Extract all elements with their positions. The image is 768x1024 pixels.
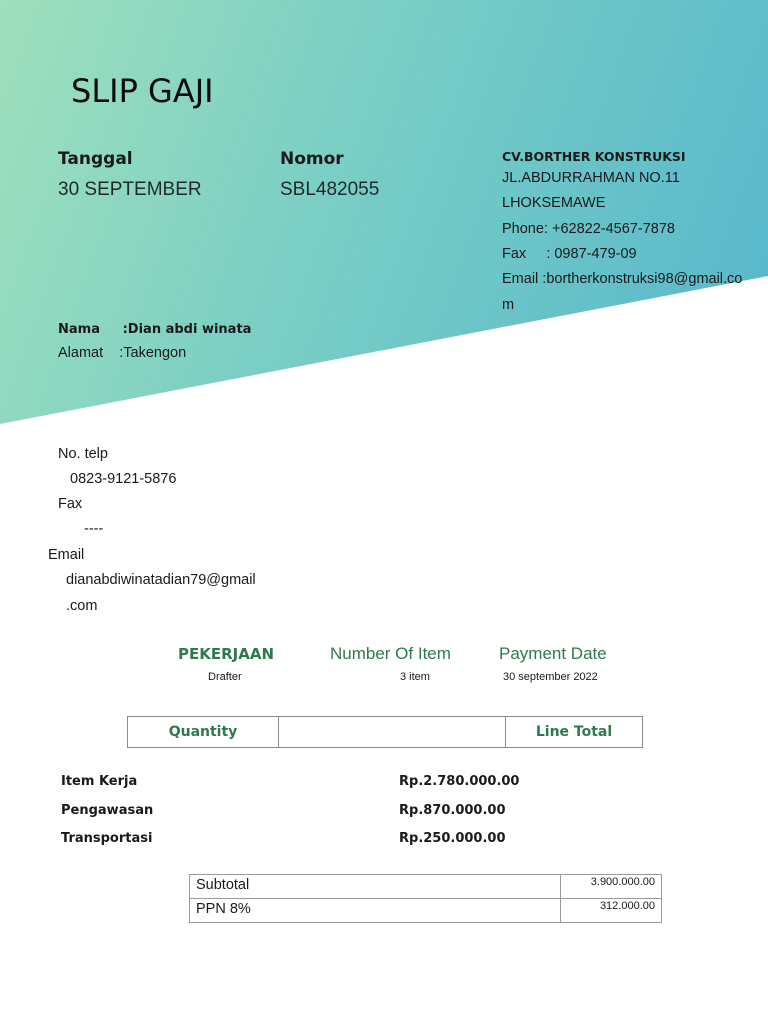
number-of-item-value: 3 item bbox=[400, 671, 430, 683]
column-divider bbox=[560, 875, 561, 898]
quantity-header: Quantity bbox=[128, 717, 279, 747]
tanggal-label: Tanggal bbox=[58, 149, 133, 169]
totals-table bbox=[189, 874, 662, 923]
company-phone: Phone: +62822-4567-7878 bbox=[502, 221, 675, 237]
middle-header bbox=[279, 717, 506, 747]
employee-name: Nama :Dian abdi winata bbox=[58, 322, 252, 337]
column-divider bbox=[560, 899, 561, 923]
tanggal-value: 30 SEPTEMBER bbox=[58, 179, 202, 200]
fax-value: ---- bbox=[84, 521, 104, 537]
email-value: dianabdiwinatadian79@gmail bbox=[66, 572, 256, 588]
company-email-cont: m bbox=[502, 297, 515, 313]
email-label: Email bbox=[48, 547, 85, 563]
telp-label: No. telp bbox=[58, 446, 108, 462]
subtotal-value: 3.900.000.00 bbox=[590, 876, 655, 888]
company-fax: Fax : 0987-479-09 bbox=[502, 246, 637, 262]
page-title: SLIP GAJI bbox=[71, 72, 214, 110]
subtotal-label: Subtotal bbox=[196, 877, 250, 893]
line-item-name: Pengawasan bbox=[61, 803, 154, 818]
ppn-label: PPN 8% bbox=[196, 901, 251, 917]
payment-date-value: 30 september 2022 bbox=[503, 671, 598, 683]
ppn-row bbox=[190, 899, 661, 923]
number-of-item-label: Number Of Item bbox=[330, 644, 451, 663]
payment-date-label: Payment Date bbox=[499, 644, 607, 663]
company-email: Email :bortherkonstruksi98@gmail.co bbox=[502, 271, 743, 287]
nomor-label: Nomor bbox=[280, 149, 344, 169]
pekerjaan-label: PEKERJAAN bbox=[178, 645, 275, 663]
fax-label: Fax bbox=[58, 496, 83, 512]
company-address-2: LHOKSEMAWE bbox=[502, 195, 606, 211]
line-item-amount: Rp.2.780.000.00 bbox=[399, 774, 520, 789]
subtotal-row bbox=[190, 875, 661, 899]
company-address-1: JL.ABDURRAHMAN NO.11 bbox=[502, 170, 680, 186]
email-value-cont: .com bbox=[66, 598, 98, 614]
header-background bbox=[0, 0, 768, 430]
ppn-value: 312.000.00 bbox=[599, 900, 655, 912]
line-items-header bbox=[127, 716, 643, 748]
company-name: CV.BORTHER KONSTRUKSI bbox=[502, 149, 686, 164]
line-item-name: Item Kerja bbox=[61, 774, 138, 789]
line-total-header: Line Total bbox=[535, 724, 613, 740]
employee-address: Alamat :Takengon bbox=[58, 345, 187, 361]
line-item-name: Transportasi bbox=[61, 831, 153, 846]
telp-value: 0823-9121-5876 bbox=[70, 471, 177, 487]
line-item-amount: Rp.250.000.00 bbox=[399, 831, 506, 846]
line-item-amount: Rp.870.000.00 bbox=[399, 803, 506, 818]
nomor-value: SBL482055 bbox=[280, 179, 380, 200]
pekerjaan-value: Drafter bbox=[208, 671, 242, 683]
